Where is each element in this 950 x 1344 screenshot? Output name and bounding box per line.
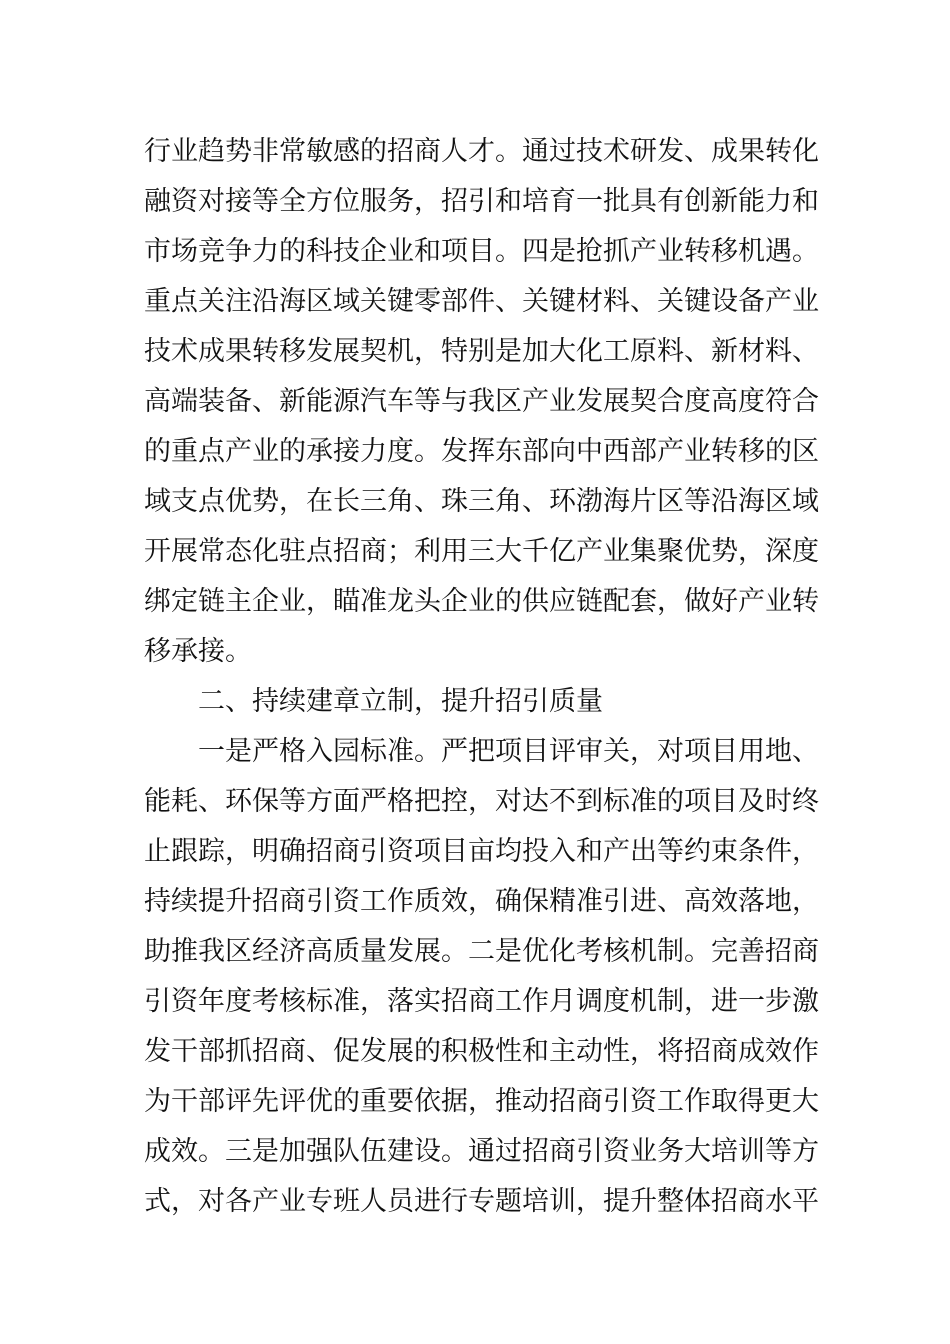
paragraph-2-line-9: 成效。三是加强队伍建设。通过招商引资业务大培训等方 — [144, 1136, 819, 1167]
paragraph-1-line-11: 移承接。 — [144, 636, 252, 667]
paragraph-2-line-5: 助推我区经济高质量发展。二是优化考核机制。完善招商 — [144, 936, 819, 967]
paragraph-2-line-1: 一是严格入园标准。严把项目评审关，对项目用地、 — [198, 736, 819, 767]
paragraph-1-line-9: 开展常态化驻点招商；利用三大千亿产业集聚优势，深度 — [144, 536, 819, 567]
paragraph-2-line-4: 持续提升招商引资工作质效，确保精准引进、高效落地， — [144, 886, 819, 917]
paragraph-2-line-6: 引资年度考核标准，落实招商工作月调度机制，进一步激 — [144, 986, 819, 1017]
paragraph-1-line-2: 融资对接等全方位服务，招引和培育一批具有创新能力和 — [144, 186, 819, 217]
paragraph-1-line-8: 域支点优势，在长三角、珠三角、环渤海片区等沿海区域 — [144, 486, 819, 517]
paragraph-1-line-6: 高端装备、新能源汽车等与我区产业发展契合度高度符合 — [144, 386, 819, 417]
paragraph-1-line-5: 技术成果转移发展契机，特别是加大化工原料、新材料、 — [144, 336, 819, 367]
paragraph-1-line-7: 的重点产业的承接力度。发挥东部向中西部产业转移的区 — [144, 436, 819, 467]
paragraph-2-line-10: 式，对各产业专班人员进行专题培训，提升整体招商水平 — [144, 1186, 819, 1217]
paragraph-1-line-3: 市场竞争力的科技企业和项目。四是抢抓产业转移机遇。 — [144, 236, 819, 267]
paragraph-1-line-4: 重点关注沿海区域关键零部件、关键材料、关键设备产业 — [144, 286, 819, 317]
paragraph-1-line-1: 行业趋势非常敏感的招商人才。通过技术研发、成果转化 — [144, 136, 819, 167]
paragraph-2-line-2: 能耗、环保等方面严格把控，对达不到标准的项目及时终 — [144, 786, 819, 817]
paragraph-2-line-8: 为干部评先评优的重要依据，推动招商引资工作取得更大 — [144, 1086, 819, 1117]
paragraph-2-line-3: 止跟踪，明确招商引资项目亩均投入和产出等约束条件， — [144, 836, 819, 867]
paragraph-2-line-7: 发干部抓招商、促发展的积极性和主动性，将招商成效作 — [144, 1036, 819, 1067]
paragraph-1-line-10: 绑定链主企业，瞄准龙头企业的供应链配套，做好产业转 — [144, 586, 819, 617]
section-heading: 二、持续建章立制，提升招引质量 — [198, 686, 603, 717]
